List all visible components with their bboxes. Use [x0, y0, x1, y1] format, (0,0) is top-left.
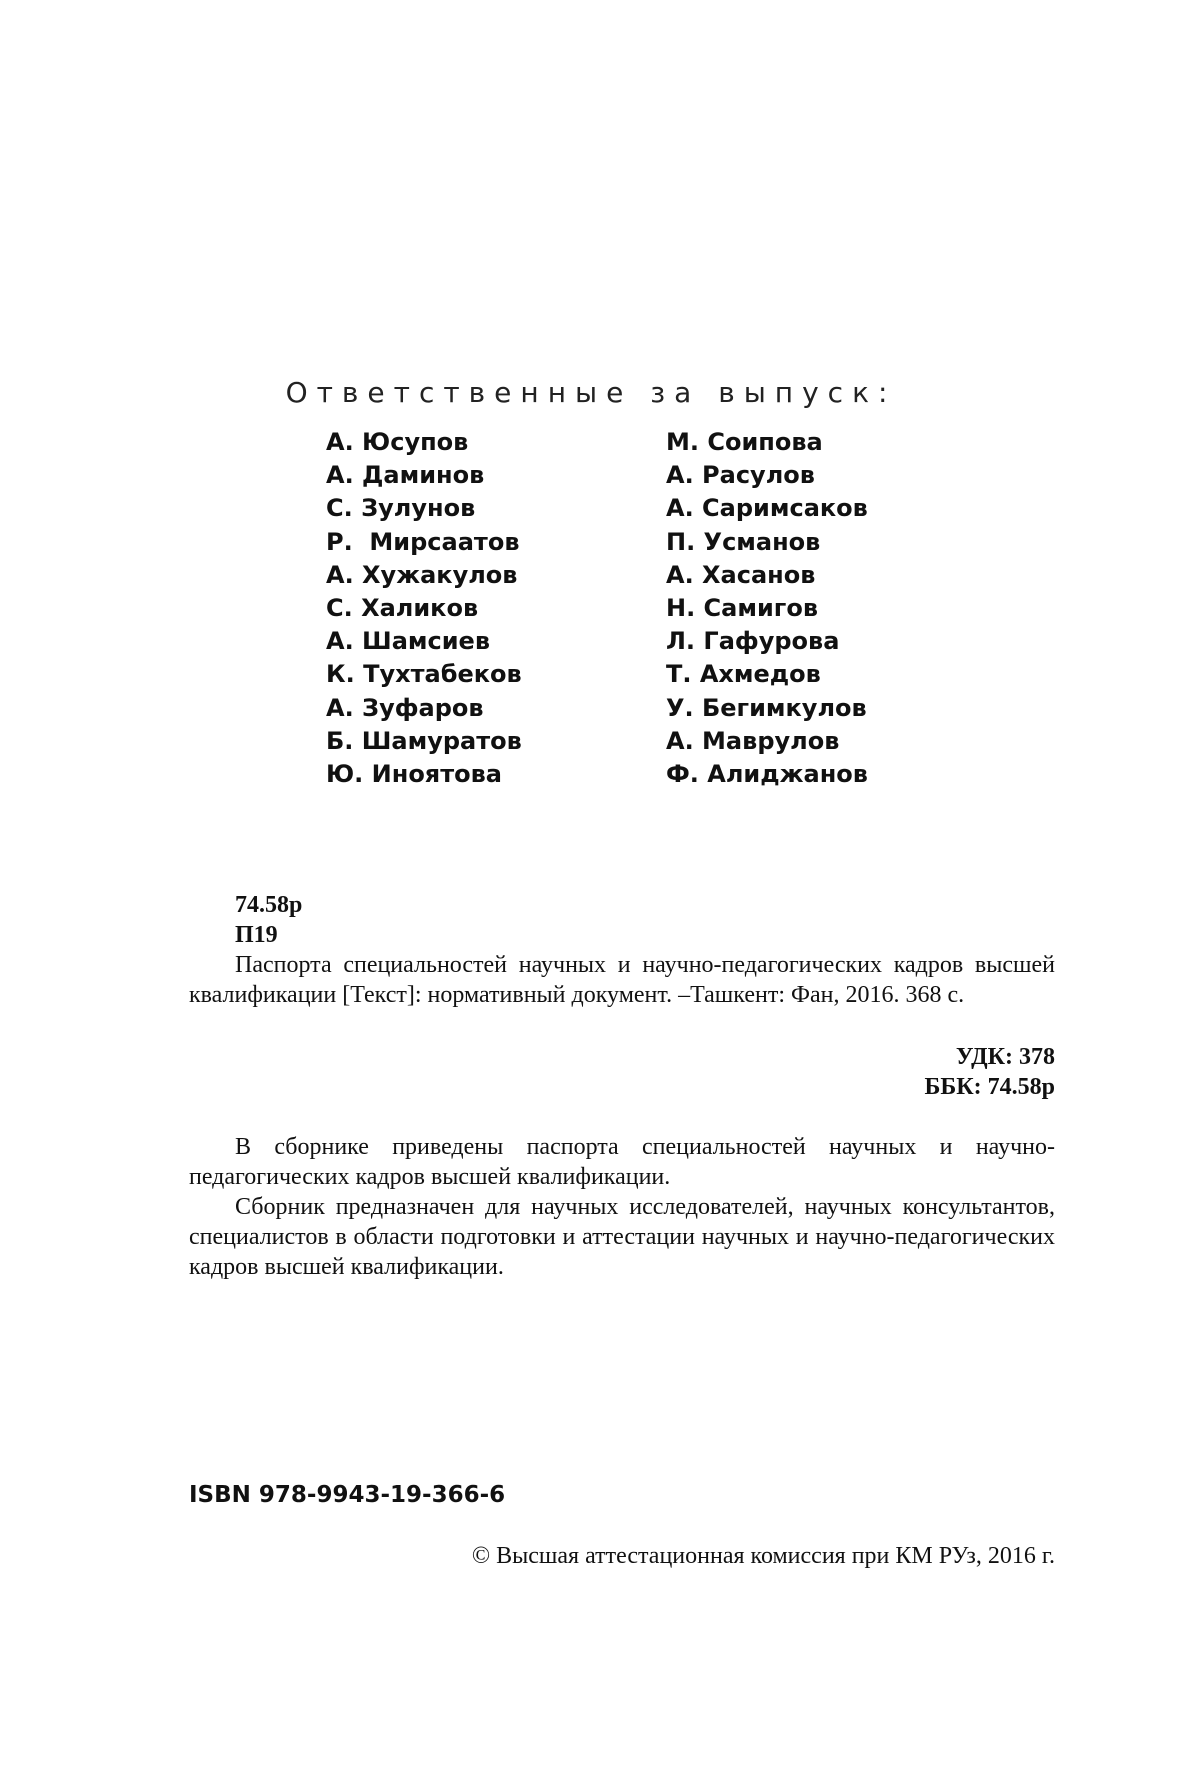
responsible-person: Р. Мирсаатов: [326, 527, 520, 556]
responsible-person: У. Бегимкулов: [666, 693, 867, 722]
responsible-person: А. Маврулов: [666, 726, 840, 755]
responsible-person: А. Шамсиев: [326, 627, 491, 656]
catalog-index-block: [235, 890, 302, 950]
responsible-person: С. Зулунов: [326, 494, 476, 523]
names-right-column: [666, 426, 966, 791]
udk-code: УДК: 378: [955, 1044, 1055, 1070]
responsible-person: Т. Ахмедов: [666, 660, 821, 689]
author-sign: П19: [235, 922, 278, 948]
responsible-person: К. Тухтабеков: [326, 660, 522, 689]
bbk-index: 74.58р: [235, 892, 303, 918]
responsible-person: А. Хасанов: [666, 560, 816, 589]
responsible-person: Ю. Иноятова: [326, 760, 502, 789]
responsible-person: А. Юсупов: [326, 428, 469, 456]
responsible-person: С. Халиков: [326, 594, 479, 623]
responsible-person: М. Соипова: [666, 428, 823, 456]
responsible-person: Ф. Алиджанов: [666, 760, 868, 789]
annotation-paragraph: Сборник предназначен для научных исследователей, научных консультантов, специалистов в области подготовки и аттестации научных и научно-педагогических кадров высшей квалификации.: [189, 1194, 1055, 1280]
responsible-heading: Ответственные за выпуск:: [285, 376, 897, 409]
annotation-paragraph: В сборнике приведены паспорта специальностей научных и научно-педагогических кадров высшей квалификации.: [189, 1134, 1055, 1190]
responsible-person: Б. Шамуратов: [326, 726, 522, 755]
annotation: [189, 1132, 1055, 1282]
bbk-code: ББК: 74.58р: [924, 1074, 1055, 1100]
responsible-person: Л. Гафурова: [666, 627, 840, 656]
names-left-column: [326, 426, 626, 791]
responsible-person: П. Усманов: [666, 527, 821, 556]
isbn: ISBN 978-9943-19-366-6: [189, 1482, 506, 1508]
responsible-person: А. Хужакулов: [326, 560, 518, 589]
responsible-person: А. Даминов: [326, 461, 485, 490]
bibliographic-entry: Паспорта специальностей научных и научно-педагогических кадров высшей квалификации [Текст]: нормативный документ. –Ташкент: Фан, 2016. 368 с.: [189, 952, 1055, 1008]
responsible-person: А. Зуфаров: [326, 693, 484, 722]
responsible-person: А. Расулов: [666, 461, 815, 490]
responsible-person: А. Саримсаков: [666, 494, 868, 523]
classification-codes: [925, 1042, 1055, 1102]
responsible-person: Н. Самигов: [666, 594, 819, 623]
copyright-notice: © Высшая аттестационная комиссия при КМ РУз, 2016 г.: [471, 1543, 1055, 1569]
